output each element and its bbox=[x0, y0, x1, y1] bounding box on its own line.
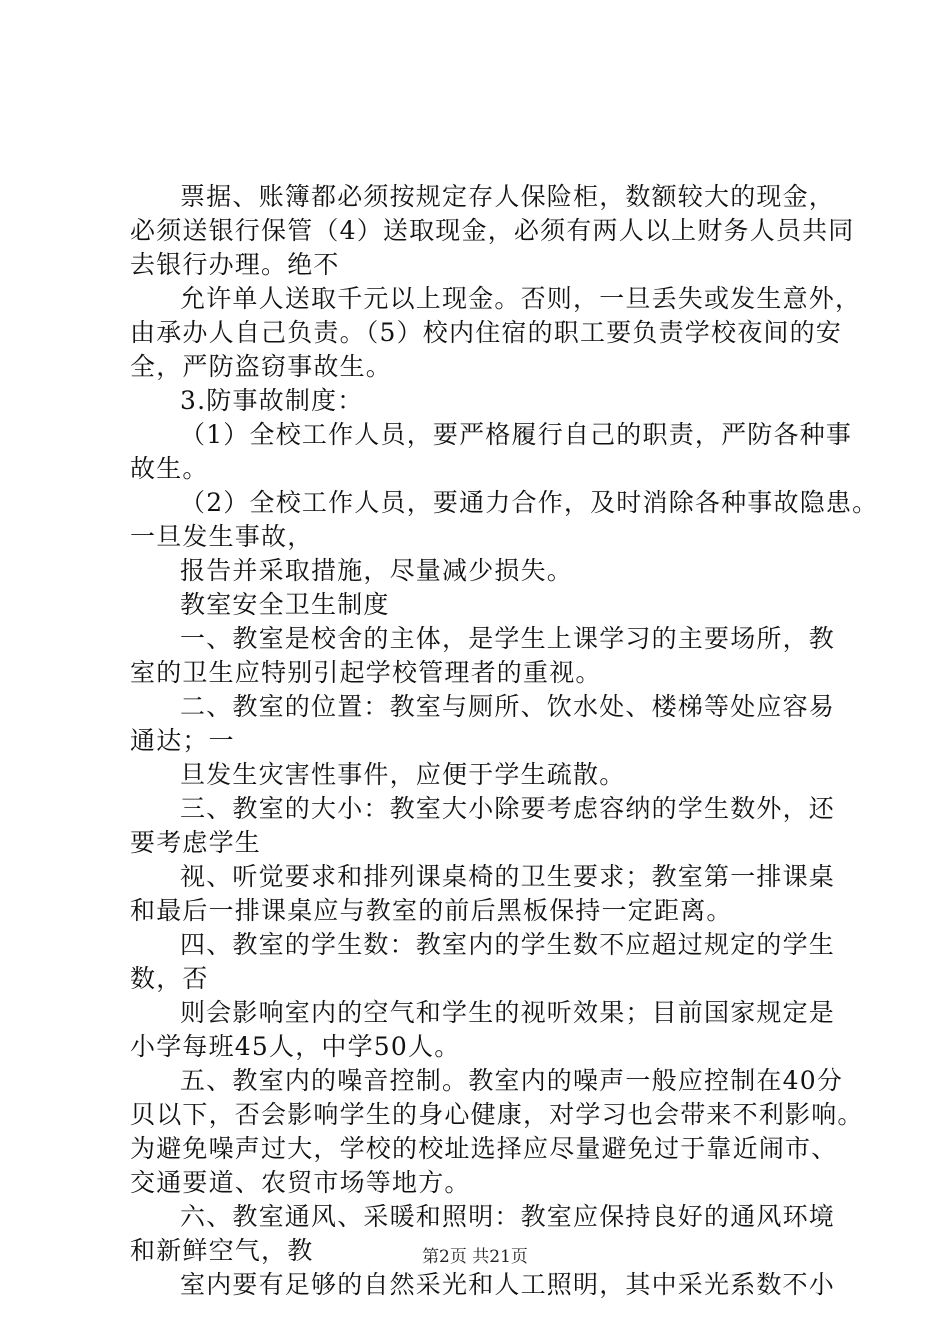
text-line: 故生。 bbox=[130, 454, 209, 483]
page-number-label: 第2页 共21页 bbox=[422, 1247, 528, 1267]
text-line: 为避免噪声过大，学校的校址选择应尽量避免过于靠近闹市、 bbox=[130, 1134, 838, 1163]
text-line: （1）全校工作人员，要严格履行自己的职责，严防各种事 bbox=[180, 420, 853, 449]
text-line: 室内要有足够的自然采光和人工照明，其中采光系数不小 bbox=[180, 1270, 836, 1299]
text-line: 小学每班45人，中学50人。 bbox=[130, 1032, 461, 1061]
text-line: 报告并采取措施，尽量减少损失。 bbox=[180, 556, 574, 585]
page-footer bbox=[0, 1242, 950, 1267]
text-line: 3.防事故制度： bbox=[180, 386, 364, 415]
text-line: 交通要道、农贸市场等地方。 bbox=[130, 1168, 471, 1197]
text-line: 旦发生灾害性事件，应便于学生疏散。 bbox=[180, 760, 626, 789]
text-line: （2）全校工作人员，要通力合作，及时消除各种事故隐患。 bbox=[180, 488, 879, 517]
text-line: 三、教室的大小：教室大小除要考虑容纳的学生数外，还 bbox=[180, 794, 836, 823]
text-line: 五、教室内的噪音控制。教室内的噪声一般应控制在40分 bbox=[180, 1066, 844, 1095]
text-line: 和新鲜空气，教 bbox=[130, 1236, 314, 1265]
text-line: 票据、账簿都必须按规定存人保险柜，数额较大的现金， bbox=[180, 182, 836, 211]
text-line: 要考虑学生 bbox=[130, 828, 262, 857]
text-line: 一、教室是校舍的主体，是学生上课学习的主要场所，教 bbox=[180, 624, 836, 653]
text-line: 室的卫生应特别引起学校管理者的重视。 bbox=[130, 658, 602, 687]
text-line: 教室安全卫生制度 bbox=[180, 590, 390, 619]
text-line: 允许单人送取千元以上现金。否则，一旦丢失或发生意外， bbox=[180, 284, 862, 313]
text-line: 四、教室的学生数：教室内的学生数不应超过规定的学生 bbox=[180, 930, 836, 959]
text-line: 通达；一 bbox=[130, 726, 235, 755]
text-line: 视、听觉要求和排列课桌椅的卫生要求；教室第一排课桌 bbox=[180, 862, 836, 891]
text-line: 二、教室的位置：教室与厕所、饮水处、楼梯等处应容易 bbox=[180, 692, 836, 721]
text-line: 由承办人自己负责。（5）校内住宿的职工要负责学校夜间的安 bbox=[130, 318, 843, 347]
text-line: 去银行办理。绝不 bbox=[130, 250, 340, 279]
document-body bbox=[130, 180, 879, 1302]
text-line: 数，否 bbox=[130, 964, 209, 993]
text-line: 和最后一排课桌应与教室的前后黑板保持一定距离。 bbox=[130, 896, 733, 925]
text-line: 六、教室通风、采暖和照明：教室应保持良好的通风环境 bbox=[180, 1202, 836, 1231]
text-line: 全，严防盗窃事故生。 bbox=[130, 352, 393, 381]
text-line: 一旦发生事故， bbox=[130, 522, 314, 551]
text-line: 则会影响室内的空气和学生的视听效果；目前国家规定是 bbox=[180, 998, 836, 1027]
text-line: 必须送银行保管（4）送取现金，必须有两人以上财务人员共同 bbox=[130, 216, 855, 245]
text-line: 贝以下，否会影响学生的身心健康，对学习也会带来不利影响。 bbox=[130, 1100, 864, 1129]
